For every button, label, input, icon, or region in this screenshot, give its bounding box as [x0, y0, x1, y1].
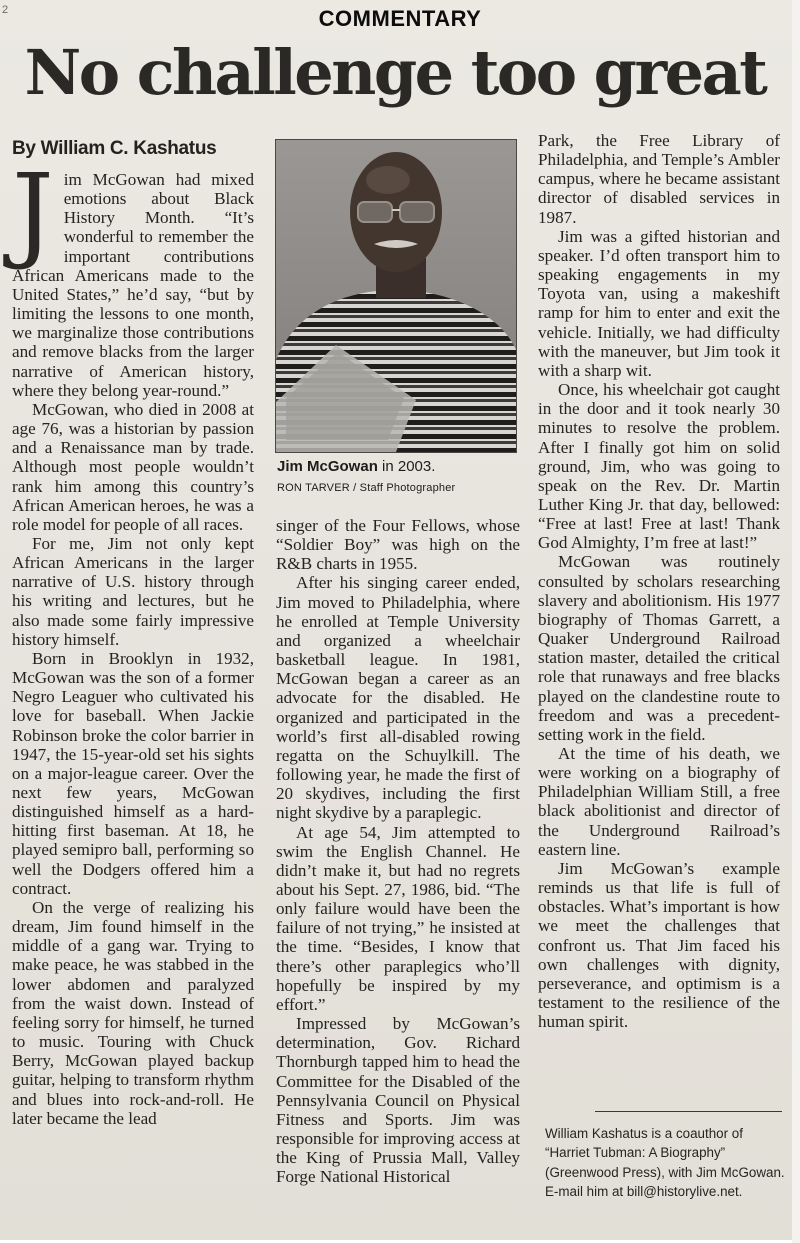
article-paragraph: Jim was a gifted historian and speaker. I’d often transport him to speaking engagements in my Toyota van, using a makeshift ramp for him to enter and exit the vehicle. Initially, we had difficulty with the maneuver, but Jim took it with a sharp wit.	[538, 226, 780, 380]
byline: By William C. Kashatus	[12, 138, 217, 159]
divider-rule	[595, 1111, 782, 1112]
article-paragraph: Born in Brooklyn in 1932, McGowan was the son of a former Negro Leaguer who cultivated his love for baseball. When Jackie Robinson broke the color barrier in 1947, the 15-year-old set his sights on a major-league career. Over the next few years, McGowan distinguished himself as a hard-hitting first baseman. At 18, he played semipro ball, performing so well the Dodgers offered him a contract.	[12, 648, 254, 898]
section-label: COMMENTARY	[318, 6, 482, 31]
article-column-2	[276, 516, 520, 1186]
photo-caption	[277, 458, 521, 494]
article-paragraph: Once, his wheelchair got caught in the door and it took nearly 30 minutes to resolve the problem. After I finally got him on solid ground, Jim, who was going to speak on the Rev. Dr. Martin Luther King Jr. that day, bellowed: “Free at last! Free at last! Thank God Almighty, I’m free at last!”	[538, 380, 780, 553]
caption-name: Jim McGowan	[277, 458, 378, 475]
photo-credit: RON TARVER / Staff Photographer	[277, 482, 456, 494]
caption-text: in 2003.	[377, 458, 436, 475]
article-paragraph: At the time of his death, we were working on a biography of Philadelphian William Still, a free black abolitionist and director of the Underground Railroad’s eastern line.	[538, 744, 780, 859]
article-paragraph: McGowan, who died in 2008 at age 76, was a historian by passion and a Renaissance man by trade. Although most people wouldn’t rank him among this country’s African American heroes, he was a role model for people of all races.	[12, 399, 254, 534]
article-column-1	[12, 151, 254, 1128]
article-paragraph: McGowan was routinely consulted by scholars researching slavery and abolitionism. His 1977 biography of Thomas Garrett, a Quaker Underground Railroad station master, detailed the critical role that runaways and free blacks played on the clandestine route to freedom and was a precedent-setting work in the field.	[538, 552, 780, 744]
portrait-photo	[275, 139, 517, 453]
paragraph-text: im McGowan had mixed emotions about Black History Month. “It’s wonderful to remember the important contributions African Americans made to the United States,” he’d say, “but by limiting the lessons to one month, we marginalize those contributions and remove blacks from the larger narrative of American history, where they belong year-round.”	[12, 170, 254, 400]
portrait-illustration	[276, 140, 516, 452]
article-paragraph: For me, Jim not only kept African Americans in the larger narrative of U.S. history through his writing and lectures, but he also made some fairly impressive history himself.	[12, 533, 254, 649]
article-paragraph: Impressed by McGowan’s determination, Gov. Richard Thornburgh tapped him to head the Committee for the Disabled of the Pennsylvania Council on Physical Fitness and Sports. Jim was responsible for improving access at the King of Prussia Mall, Valley Forge National Historical	[276, 1014, 520, 1187]
article-paragraph: singer of the Four Fellows, whose “Soldier Boy” was high on the R&B charts in 1955.	[276, 516, 520, 574]
article-column-3	[538, 131, 780, 1031]
article-paragraph: On the verge of realizing his dream, Jim found himself in the middle of a gang war. Trying to make peace, he was stabbed in the lower abdomen and paralyzed from the waist down. Instead of feeling sorry for himself, he turned to music. Touring with Chuck Berry, McGowan played backup guitar, helping to transform rhythm and blues into rock-and-roll. He later became the lead	[12, 897, 254, 1128]
scan-margin	[792, 0, 800, 1243]
article-paragraph	[12, 151, 254, 400]
article-paragraph: Jim McGowan’s example reminds us that life is full of obstacles. What’s important is how we meet the challenges that confront us. That Jim faced his own challenges with dignity, perseverance, and optimism is a testament to the resilience of the human spirit.	[538, 858, 780, 1032]
drop-cap: J	[12, 151, 54, 273]
article-paragraph: Park, the Free Library of Philadelphia, and Temple’s Ambler campus, where he became assistant director of disabled services in 1987.	[538, 131, 780, 227]
corner-mark: 2	[2, 4, 9, 16]
article-paragraph: After his singing career ended, Jim moved to Philadelphia, where he enrolled at Temple University and organized a wheelchair basketball league. In 1981, McGowan began a career as an advocate for the disabled. He organized and participated in the world’s first all-disabled rowing regatta on the Schuylkill. The following year, he made the first of 20 skydives, including the first night skydive by a paraplegic.	[276, 573, 520, 823]
author-tagline: William Kashatus is a coauthor of “Harriet Tubman: A Biography” (Greenwood Press), with Jim McGowan. E-mail him at bill@historylive.net.	[545, 1126, 785, 1199]
headline: No challenge too great	[24, 36, 766, 109]
article-paragraph: At age 54, Jim attempted to swim the English Channel. He didn’t make it, but had no regrets about his Sept. 27, 1986, bid. “The only failure would have been the failure of not trying,” he insisted at the time. “Besides, I know that there’s other paraplegics who’ll hopefully be inspired by my effort.”	[276, 822, 520, 1014]
